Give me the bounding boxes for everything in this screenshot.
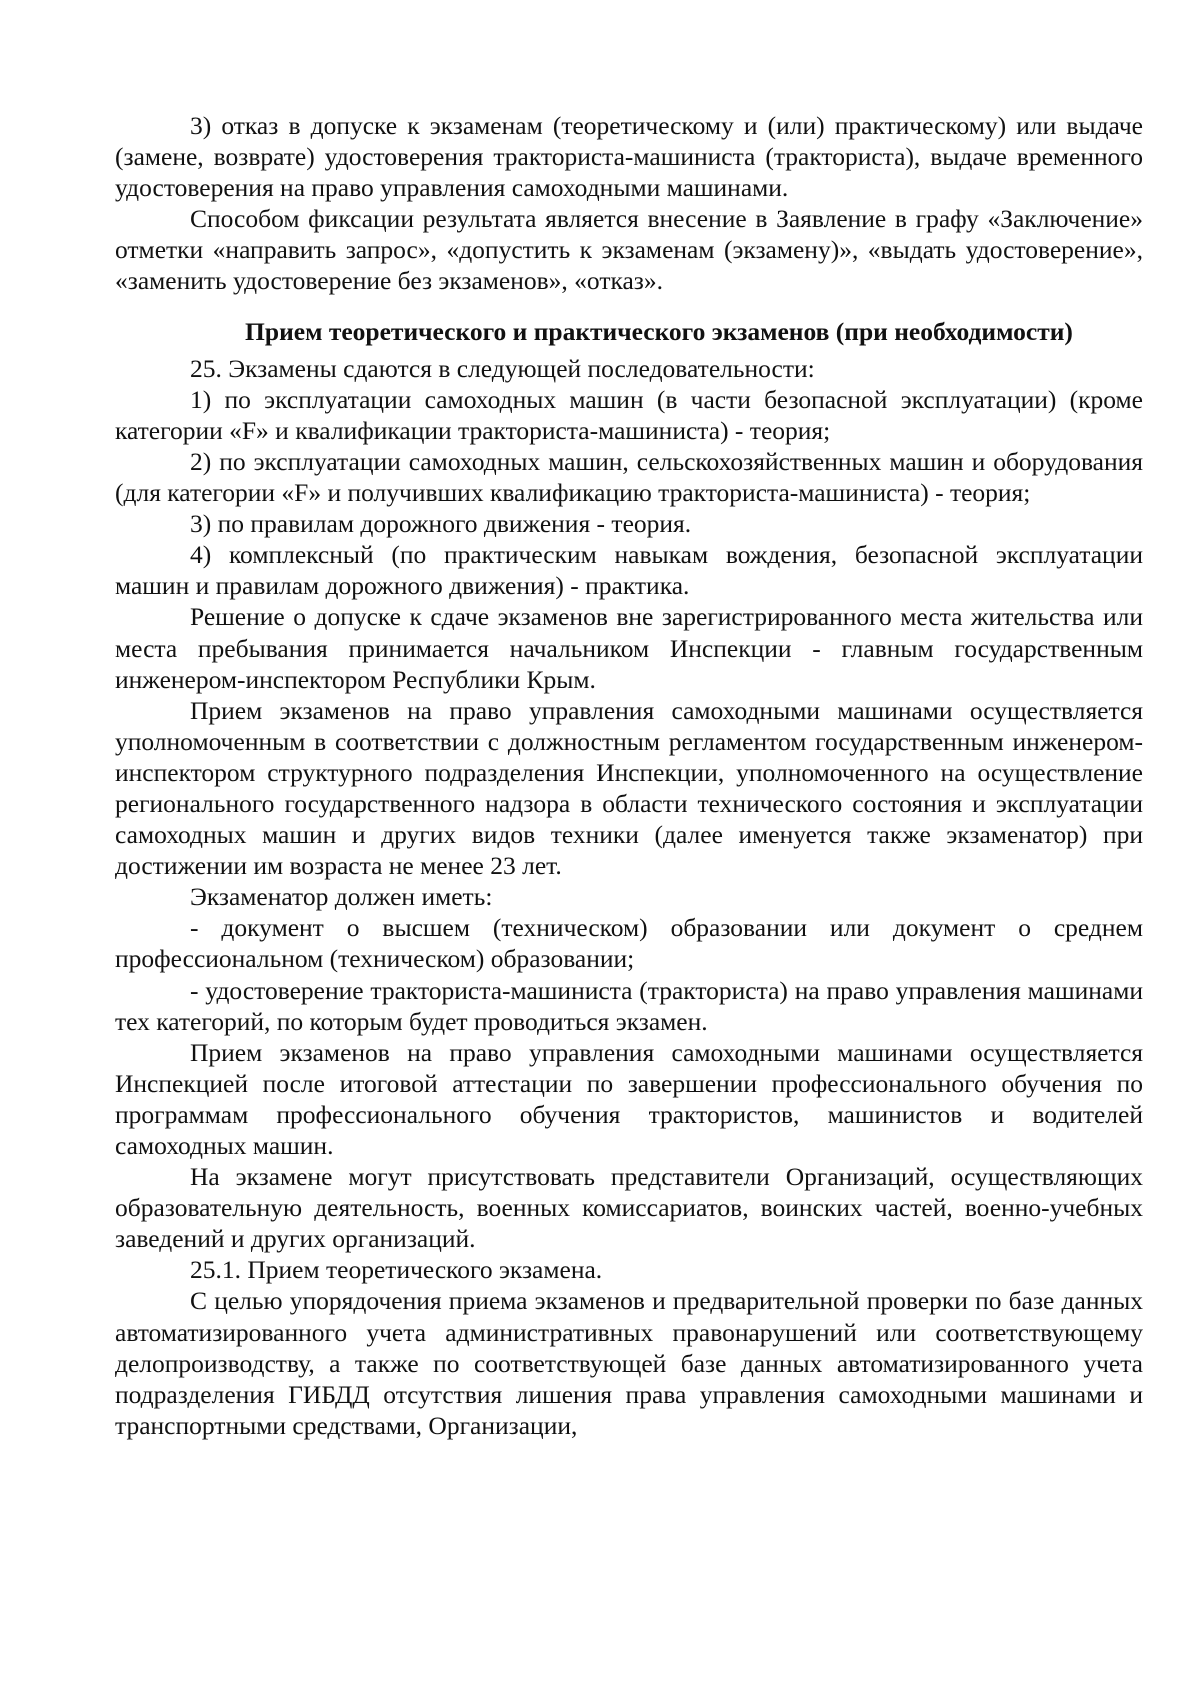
paragraph-refusal: 3) отказ в допуске к экзаменам (теоретическому и (или) практическому) или выдаче (замене, возврате) удостоверения тракториста-машиниста (тракториста), выдаче временного удостоверения на право управления самоходными машинами. [115,111,1143,203]
list-item-1: 1) по эксплуатации самоходных машин (в части безопасной эксплуатации) (кроме категории «F» и квалификации тракториста-машиниста) - теория; [115,384,1143,445]
section-heading: Прием теоретического и практического экзаменов (при необходимости) [245,316,1073,346]
paragraph-admission-decision: Решение о допуске к сдаче экзаменов вне зарегистрированного места жительства или места пребывания принимается начальником Инспекции - главным государственным инженером-инспектором Республики Крым. [115,602,1143,694]
paragraph-examiner-requirements: Экзаменатор должен иметь: [190,882,493,912]
paragraph-25-1: 25.1. Прием теоретического экзамена. [190,1255,603,1285]
paragraph-database-check: С целью упорядочения приема экзаменов и предварительной проверки по базе данных автоматизированного учета административных правонарушений или соответствующему делопроизводству, а также по соответствующей базе данных автоматизированного учета подразделения ГИБДД отсутствия лишения права управления самоходными машинами и транспортными средствами, Организации, [115,1286,1143,1440]
list-item-license: - удостоверение тракториста-машиниста (тракториста) на право управления машинами тех категорий, по которым будет проводиться экзамен. [115,975,1143,1036]
paragraph-fixation-method: Способом фиксации результата является внесение в Заявление в графу «Заключение» отметки «направить запрос», «допустить к экзаменам (экзамену)», «выдать удостоверение», «заменить удостоверение без экзаменов», «отказ». [115,204,1143,296]
paragraph-exam-after-attestation: Прием экзаменов на право управления самоходными машинами осуществляется Инспекцией после итоговой аттестации по завершении профессионального обучения по программам профессионального обучения трактористов, машинистов и водителей самоходных машин. [115,1037,1143,1160]
paragraph-observers: На экзамене могут присутствовать представители Организаций, осуществляющих образовательную деятельность, военных комиссариатов, воинских частей, военно-учебных заведений и других организаций. [115,1162,1143,1254]
list-item-education: - документ о высшем (техническом) образовании или документ о среднем профессиональном (техническом) образовании; [115,913,1143,974]
list-item-4: 4) комплексный (по практическим навыкам вождения, безопасной эксплуатации машин и правилам дорожного движения) - практика. [115,540,1143,601]
paragraph-exam-examiner: Прием экзаменов на право управления самоходными машинами осуществляется уполномоченным в соответствии с должностным регламентом государственным инженером-инспектором структурного подразделения Инспекции, уполномоченного на осуществление регионального государственного надзора в области технического состояния и эксплуатации самоходных машин и других видов техники (далее именуется также экзаменатор) при достижении им возраста не менее 23 лет. [115,695,1143,881]
list-item-2: 2) по эксплуатации самоходных машин, сельскохозяйственных машин и оборудования (для категории «F» и получивших квалификацию тракториста-машиниста) - теория; [115,446,1143,508]
list-item-3: 3) по правилам дорожного движения - теория. [190,509,692,539]
paragraph-25: 25. Экзамены сдаются в следующей последовательности: [190,353,815,383]
